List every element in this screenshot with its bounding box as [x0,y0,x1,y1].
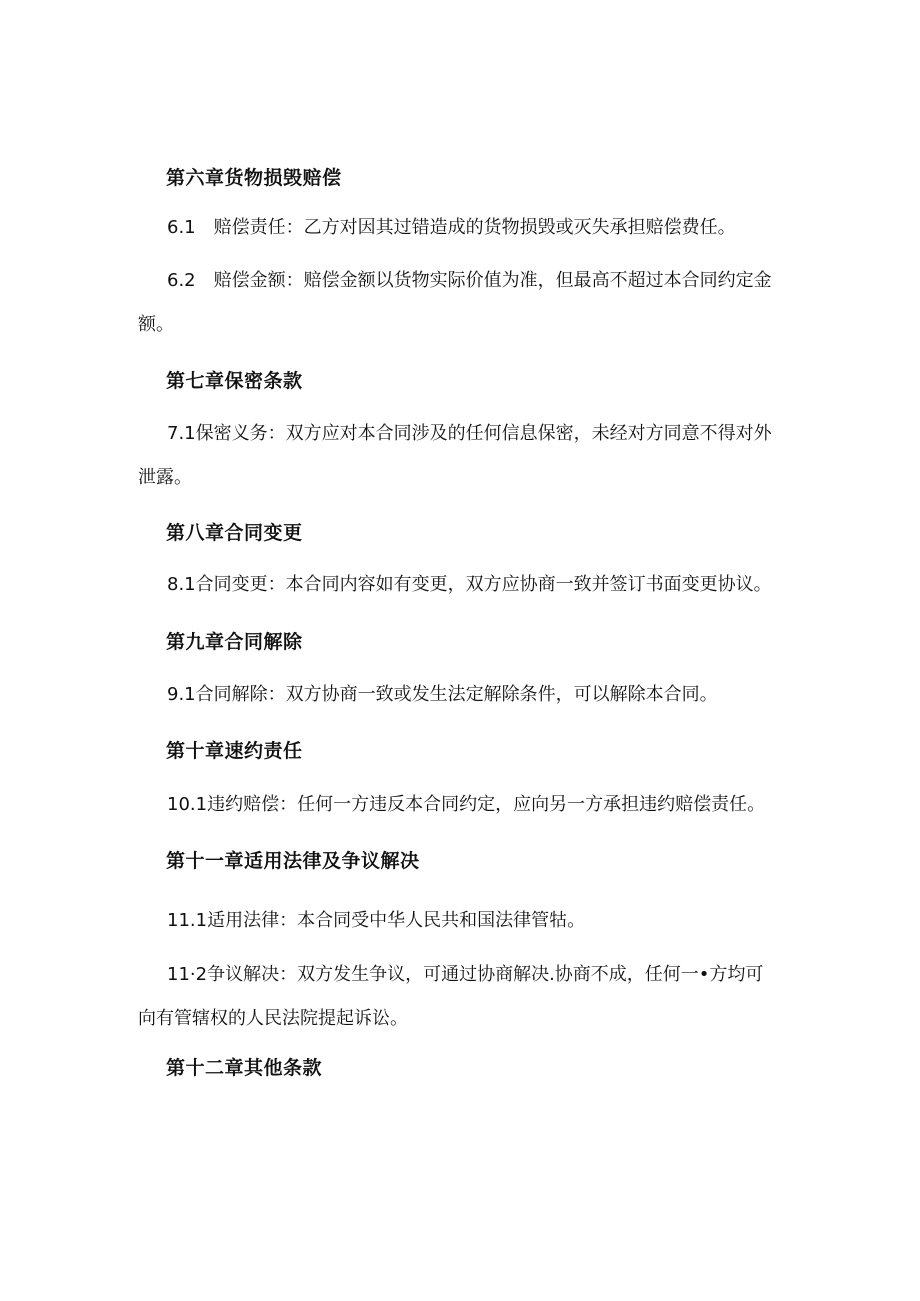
chapter-10-heading: 第十章速约责任 [166,740,303,762]
clause-6-2-line-1: 6.2 赔偿金额：赔偿金额以货物实际价值为准，但最高不超过本合同约定金 [167,270,772,291]
chapter-12-heading: 第十二章其他条款 [166,1057,323,1079]
clause-7-1 [138,416,798,496]
clause-6-2-line-2: 额。 [138,314,174,335]
chapter-8-heading: 第八章合同变更 [166,522,303,544]
clause-9-1: 9.1合同解除：双方协商一致或发生法定解除条件，可以解除本合同。 [167,684,718,705]
clause-7-1-line-2: 泄露。 [138,467,192,488]
clause-11-2 [138,957,798,1037]
chapter-6-heading: 第六章货物损毁赔偿 [166,167,342,189]
chapter-7-heading: 第七章保密条款 [166,370,303,392]
chapter-9-heading: 第九章合同解除 [166,631,303,653]
clause-11-2-line-2: 向有管辖权的人民法院提起诉讼。 [138,1008,408,1029]
clause-6-2 [138,263,798,343]
clause-8-1: 8.1合同变更：本合同内容如有变更，双方应协商一致并签订书面变更协议。 [167,574,772,595]
clause-11-1: 11.1适用法律：本合同受中华人民共和国法律管牯。 [167,910,586,931]
clause-6-1: 6.1 赔偿责任：乙方对因其过错造成的货物损毁或灭失承担赔偿费任。 [167,217,736,238]
chapter-11-heading: 第十一章适用法律及争议解决 [166,850,420,872]
clause-10-1: 10.1违约赔偿：任何一方违反本合同约定，应向另一方承担违约赔偿责任。 [167,794,766,815]
clause-11-2-line-1: 11·2争议解决：双方发生争议，可通过协商解决.协商不成，任何一•方均可 [167,964,764,985]
clause-7-1-line-1: 7.1保密义务：双方应对本合同涉及的任何信息保密，未经对方同意不得对外 [167,423,772,444]
